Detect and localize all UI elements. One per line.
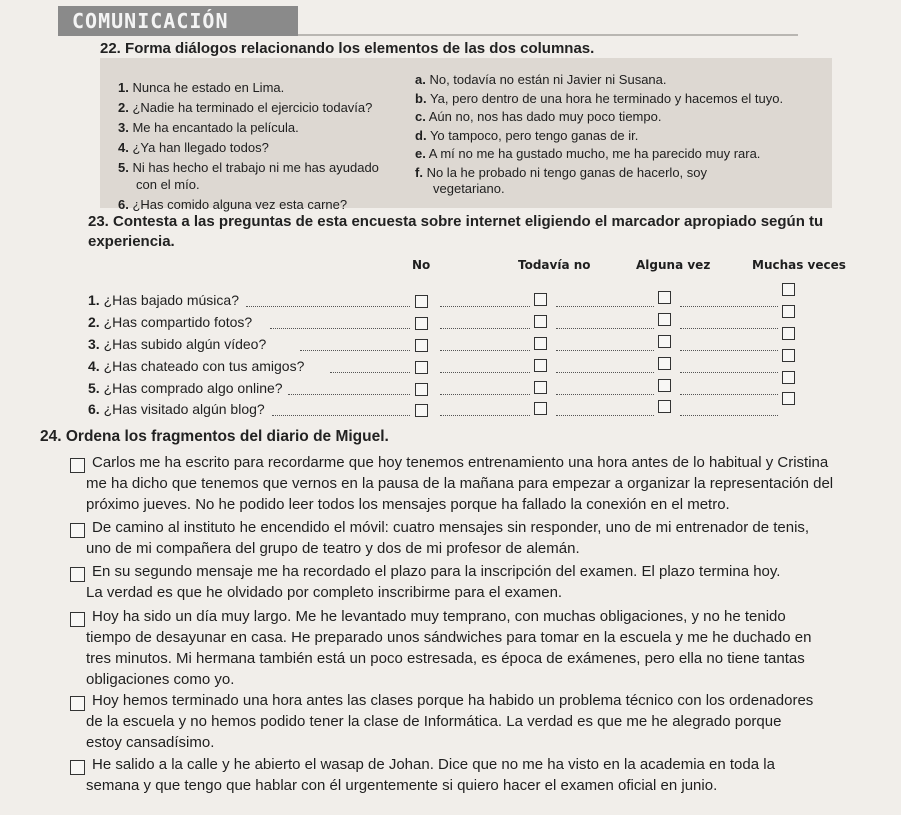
dotted-leader	[556, 415, 654, 416]
dotted-leader	[556, 328, 654, 329]
survey-checkbox-no[interactable]	[415, 383, 428, 396]
survey-checkbox-muchas-veces[interactable]	[782, 349, 795, 362]
dotted-leader	[680, 328, 778, 329]
fragment-line: obligaciones como yo.	[86, 671, 235, 688]
survey-question	[88, 314, 252, 330]
ex22-box	[100, 58, 832, 212]
ex22-left-item-text: ¿Nadie ha terminado el ejercicio todavía?	[132, 100, 373, 115]
ex22-left-item-number: 2.	[118, 100, 129, 115]
survey-question-number: 5.	[88, 380, 100, 396]
ex22-right-item-text: No la he probado ni tengo ganas de hacerlo, soy	[426, 164, 707, 180]
ex22-left-item	[118, 120, 418, 137]
ex22-right-item-text: Yo tampoco, pero tengo ganas de ir.	[429, 127, 639, 143]
survey-checkbox-todavia-no[interactable]	[534, 402, 547, 415]
fragment-line: tres minutos. Mi hermana también está un poco estresada, es época de exámenes, pero ella no tiene tantas	[86, 650, 805, 667]
dotted-leader	[440, 328, 530, 329]
survey-checkbox-no[interactable]	[415, 317, 428, 330]
survey-checkbox-todavia-no[interactable]	[534, 381, 547, 394]
ex22-number: 22.	[100, 40, 121, 57]
ex22-right-item	[415, 181, 830, 198]
diary-fragment	[86, 754, 862, 796]
ex23-title	[88, 212, 878, 252]
survey-checkbox-muchas-veces[interactable]	[782, 392, 795, 405]
ex22-right-item	[415, 72, 830, 89]
fragment-line: Hoy ha sido un día muy largo. Me he levantado muy temprano, con muchas obligaciones, y no he tenido	[92, 608, 786, 625]
dotted-leader	[680, 415, 778, 416]
survey-question-text: ¿Has bajado música?	[103, 292, 239, 308]
ex23-number: 23.	[88, 213, 109, 230]
survey-question-text: ¿Has compartido fotos?	[103, 314, 253, 330]
fragment-line: Hoy hemos terminado una hora antes las clases porque ha habido un problema técnico con los ordenadores	[92, 692, 814, 709]
dotted-leader	[556, 372, 654, 373]
dotted-leader	[556, 394, 654, 395]
survey-question-number: 1.	[88, 292, 100, 308]
survey-question	[88, 292, 239, 308]
ex22-right-item-number: d.	[415, 127, 427, 143]
header-divider	[298, 34, 798, 36]
ex22-left-item-text: Me ha encantado la película.	[132, 120, 299, 135]
dotted-leader	[300, 350, 410, 351]
ex22-right-item-number: b.	[415, 90, 427, 106]
ex22-right-item	[415, 146, 830, 163]
survey-checkbox-no[interactable]	[415, 295, 428, 308]
survey-checkbox-muchas-veces[interactable]	[782, 283, 795, 296]
survey-checkbox-muchas-veces[interactable]	[782, 327, 795, 340]
fragment-order-checkbox[interactable]	[70, 612, 85, 627]
dotted-leader	[246, 306, 410, 307]
ex22-left-column	[118, 80, 418, 217]
survey-checkbox-alguna-vez[interactable]	[658, 291, 671, 304]
fragment-order-checkbox[interactable]	[70, 696, 85, 711]
ex22-right-item-text: A mí no me ha gustado mucho, me ha parecido muy rara.	[428, 146, 761, 161]
dotted-leader	[440, 306, 530, 307]
dotted-leader	[556, 306, 654, 307]
survey-question	[88, 336, 266, 352]
col-header-todavia-no: Todavía no	[518, 258, 591, 272]
ex22-right-item-text: vegetariano.	[433, 181, 505, 196]
dotted-leader	[680, 394, 778, 395]
ex22-right-item-number: e.	[415, 146, 426, 161]
survey-question-text: ¿Has visitado algún blog?	[103, 401, 265, 417]
dotted-leader	[680, 306, 778, 307]
ex22-left-item-number: 3.	[118, 120, 129, 135]
survey-checkbox-todavia-no[interactable]	[534, 315, 547, 328]
diary-fragment	[86, 561, 862, 603]
survey-checkbox-no[interactable]	[415, 361, 428, 374]
diary-fragment	[86, 517, 862, 559]
ex23-instruction-2: experiencia.	[88, 233, 175, 250]
ex22-right-item	[415, 165, 830, 182]
survey-checkbox-no[interactable]	[415, 339, 428, 352]
ex22-left-item-text: ¿Ya han llegado todos?	[132, 140, 269, 155]
dotted-leader	[330, 372, 410, 373]
survey-checkbox-todavia-no[interactable]	[534, 359, 547, 372]
survey-question-text: ¿Has chateado con tus amigos?	[103, 358, 305, 374]
ex22-left-item-number: 6.	[118, 196, 129, 212]
fragment-order-checkbox[interactable]	[70, 760, 85, 775]
survey-question-number: 4.	[88, 358, 100, 374]
ex22-left-item	[118, 197, 418, 214]
col-header-alguna-vez: Alguna vez	[636, 258, 711, 272]
diary-fragment	[86, 606, 862, 690]
section-header: COMUNICACIÓN	[58, 6, 298, 36]
diary-fragment	[86, 452, 862, 515]
survey-checkbox-alguna-vez[interactable]	[658, 313, 671, 326]
survey-checkbox-todavia-no[interactable]	[534, 337, 547, 350]
ex22-left-item	[118, 100, 418, 117]
fragment-line: En su segundo mensaje me ha recordado el plazo para la inscripción del examen. El plazo termina hoy.	[92, 563, 781, 580]
ex22-left-item	[118, 80, 418, 97]
ex22-left-item-text: Ni has hecho el trabajo ni me has ayudado	[132, 160, 379, 175]
dotted-leader	[680, 350, 778, 351]
survey-checkbox-muchas-veces[interactable]	[782, 305, 795, 318]
survey-checkbox-no[interactable]	[415, 404, 428, 417]
ex22-right-column	[415, 72, 830, 200]
ex22-left-item	[118, 160, 418, 177]
dotted-leader	[270, 328, 410, 329]
dotted-leader	[288, 394, 410, 395]
fragment-line: tiempo de desayunar en casa. He preparado unos sándwiches para tomar en la escuela y me he duchado en	[86, 629, 812, 646]
dotted-leader	[680, 372, 778, 373]
ex22-right-item-text: No, todavía no están ni Javier ni Susana.	[429, 72, 667, 87]
ex22-left-item-text: con el mío.	[136, 176, 200, 192]
ex22-right-item	[415, 91, 830, 108]
survey-question-text: ¿Has subido algún vídeo?	[103, 336, 267, 352]
ex22-right-item	[415, 109, 830, 126]
survey-question	[88, 380, 283, 396]
survey-checkbox-alguna-vez[interactable]	[658, 357, 671, 370]
ex22-title	[100, 40, 594, 57]
diary-fragment	[86, 690, 862, 753]
survey-checkbox-alguna-vez[interactable]	[658, 335, 671, 348]
ex22-left-item-number: 5.	[118, 160, 129, 175]
dotted-leader	[272, 415, 410, 416]
ex22-left-item	[118, 140, 418, 157]
ex22-right-item-number: a.	[415, 72, 426, 87]
ex24-instruction: Ordena los fragmentos del diario de Miguel.	[65, 428, 389, 445]
fragment-line: De camino al instituto he encendido el móvil: cuatro mensajes sin responder, uno de mi entrenador de tenis,	[92, 519, 810, 536]
dotted-leader	[440, 394, 530, 395]
fragment-line: semana y que tengo que hablar con él urgentemente si quiero hacer el examen oficial en junio.	[86, 777, 718, 794]
ex22-right-item-number: f.	[415, 164, 423, 180]
fragment-line: uno de mi compañera del grupo de teatro y dos de mi profesor de alemán.	[86, 540, 580, 557]
ex22-left-item-text: ¿Has comido alguna vez esta carne?	[132, 196, 348, 212]
ex22-left-item-number: 4.	[118, 140, 129, 155]
survey-question	[88, 358, 304, 374]
fragment-line: Carlos me ha escrito para recordarme que hoy tenemos entrenamiento una hora antes de lo habitual y Cristina	[92, 454, 829, 471]
survey-question	[88, 401, 265, 417]
ex22-left-item	[118, 177, 418, 194]
ex24-title	[40, 428, 389, 446]
ex24-number: 24.	[40, 428, 62, 445]
survey-question-number: 6.	[88, 401, 100, 417]
col-header-muchas-veces: Muchas veces	[752, 258, 846, 272]
fragment-line: La verdad es que he olvidado por completo inscribirme para el examen.	[86, 584, 563, 601]
survey-question-text: ¿Has comprado algo online?	[103, 380, 283, 396]
survey-checkbox-alguna-vez[interactable]	[658, 379, 671, 392]
survey-checkbox-todavia-no[interactable]	[534, 293, 547, 306]
dotted-leader	[556, 350, 654, 351]
fragment-line: próximo jueves. No he podido leer todos los mensajes porque ha fallado la conexión en el metro.	[86, 496, 730, 513]
ex22-left-item-number: 1.	[118, 80, 129, 95]
survey-checkbox-alguna-vez[interactable]	[658, 400, 671, 413]
ex22-right-item-number: c.	[415, 109, 426, 124]
survey-question-number: 2.	[88, 314, 100, 330]
ex22-right-item	[415, 128, 830, 145]
ex22-left-item-text: Nunca he estado en Lima.	[132, 80, 285, 95]
ex22-right-item-text: Ya, pero dentro de una hora he terminado y hacemos el tuyo.	[429, 90, 784, 106]
dotted-leader	[440, 372, 530, 373]
fragment-order-checkbox[interactable]	[70, 458, 85, 473]
fragment-order-checkbox[interactable]	[70, 567, 85, 582]
fragment-order-checkbox[interactable]	[70, 523, 85, 538]
fragment-line: de la escuela y no hemos podido tener la clase de Informática. La verdad es que me he alegrado porque	[86, 713, 782, 730]
col-header-no: No	[412, 258, 431, 272]
survey-question-number: 3.	[88, 336, 100, 352]
ex23-instruction-1: Contesta a las preguntas de esta encuesta sobre internet eligiendo el marcador apropiado según tu	[113, 213, 824, 230]
fragment-line: me ha dicho que tenemos que vernos en la pausa de la mañana para empezar a organizar la representación del	[86, 475, 834, 492]
dotted-leader	[440, 415, 530, 416]
dotted-leader	[440, 350, 530, 351]
fragment-line: estoy cansadísimo.	[86, 734, 215, 751]
fragment-line: He salido a la calle y he abierto el wasap de Johan. Dice que no me ha visto en la academia en toda la	[92, 756, 775, 773]
ex22-right-item-text: Aún no, nos has dado muy poco tiempo.	[428, 109, 662, 124]
survey-checkbox-muchas-veces[interactable]	[782, 371, 795, 384]
ex22-instruction: Forma diálogos relacionando los elementos de las dos columnas.	[125, 40, 595, 57]
